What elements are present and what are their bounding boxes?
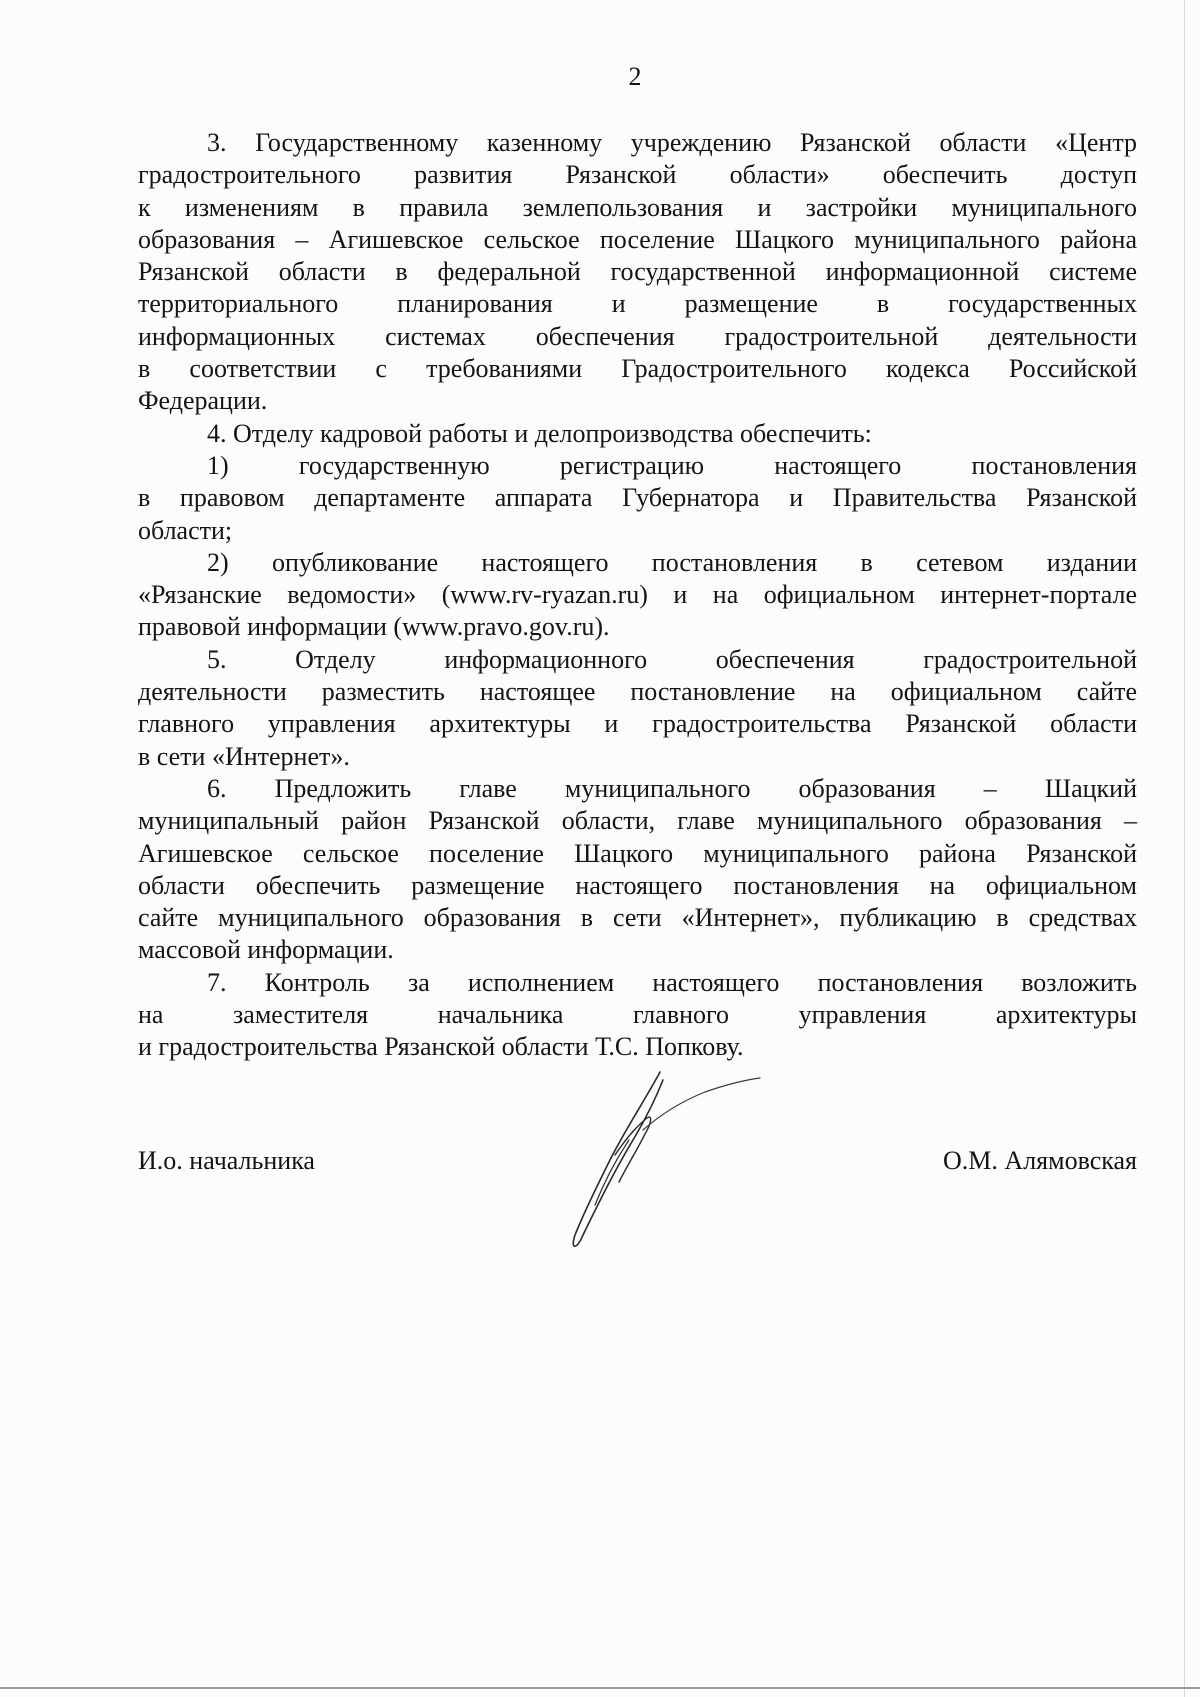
text-line: массовой информации. — [138, 935, 394, 965]
text-line: 7. Контроль за исполнением настоящего постановления возложить — [207, 967, 1137, 997]
text-line: к изменениям в правила землепользования и застройки муниципального — [138, 192, 1137, 222]
text-line: информационных системах обеспечения градостроительной деятельности — [138, 321, 1137, 351]
text-line: в правовом департаменте аппарата Губернатора и Правительства Рязанской — [138, 483, 1137, 513]
text-line: в сети «Интернет». — [138, 741, 350, 771]
text-line: 3. Государственному казенному учреждению Рязанской области «Центр — [207, 128, 1137, 157]
text-line: деятельности разместить настоящее постановление на официальном сайте — [138, 677, 1137, 707]
text-line: сайте муниципального образования в сети «Интернет», публикацию в средствах — [138, 903, 1137, 933]
text-line: на заместителя начальника главного управления архитектуры — [138, 1000, 1137, 1030]
paragraph-6 — [138, 773, 1137, 967]
text-line: в соответствии с требованиями Градостроительного кодекса Российской — [138, 354, 1137, 384]
text-line: образования – Агишевское сельское поселение Шацкого муниципального района — [138, 224, 1137, 254]
text-line: «Рязанские ведомости» (www.rv-ryazan.ru) и на официальном интернет-портале — [138, 580, 1137, 610]
signatory-name: О.М. Алямовская — [943, 1146, 1137, 1175]
text-line: области; — [138, 515, 233, 545]
text-line: 2) опубликование настоящего постановления в сетевом издании — [207, 547, 1137, 577]
paragraph-4-1 — [138, 450, 1137, 547]
paragraph-5 — [138, 644, 1137, 773]
text-line: Рязанской области в федеральной государственной информационной системе — [138, 257, 1137, 287]
paragraph-3 — [138, 127, 1137, 418]
paragraph-7 — [138, 967, 1137, 1064]
scan-edge — [1184, 0, 1185, 1697]
paragraph-4 — [138, 418, 1137, 450]
text-line: Агишевское сельское поселение Шацкого муниципального района Рязанской — [138, 838, 1137, 868]
text-line: градостроительного развития Рязанской области» обеспечить доступ — [138, 160, 1137, 190]
text-line: 1) государственную регистрацию настоящего постановления — [207, 450, 1137, 480]
text-line: главного управления архитектуры и градостроительства Рязанской области — [138, 709, 1137, 739]
text-line: и градостроительства Рязанской области Т.С. Попкову. — [138, 1032, 744, 1062]
text-line: 4. Отделу кадровой работы и делопроизводства обеспечить: — [207, 418, 872, 448]
text-line: области обеспечить размещение настоящего постановления на официальном — [138, 870, 1137, 900]
text-line: Федерации. — [138, 386, 268, 416]
scan-bottom-edge — [0, 1687, 1200, 1689]
document-body — [138, 127, 1137, 1064]
text-line: 5. Отделу информационного обеспечения градостроительной — [207, 644, 1137, 674]
paragraph-4-2 — [138, 547, 1137, 644]
signatory-position: И.о. начальника — [138, 1146, 315, 1175]
text-line: 6. Предложить главе муниципального образования – Шацкий — [207, 773, 1137, 803]
page-number: 2 — [628, 62, 642, 91]
handwritten-signature — [555, 1060, 785, 1260]
text-line: муниципальный район Рязанской области, главе муниципального образования – — [138, 806, 1137, 836]
text-line: территориального планирования и размещение в государственных — [138, 289, 1137, 319]
text-line: правовой информации (www.pravo.gov.ru). — [138, 612, 610, 642]
